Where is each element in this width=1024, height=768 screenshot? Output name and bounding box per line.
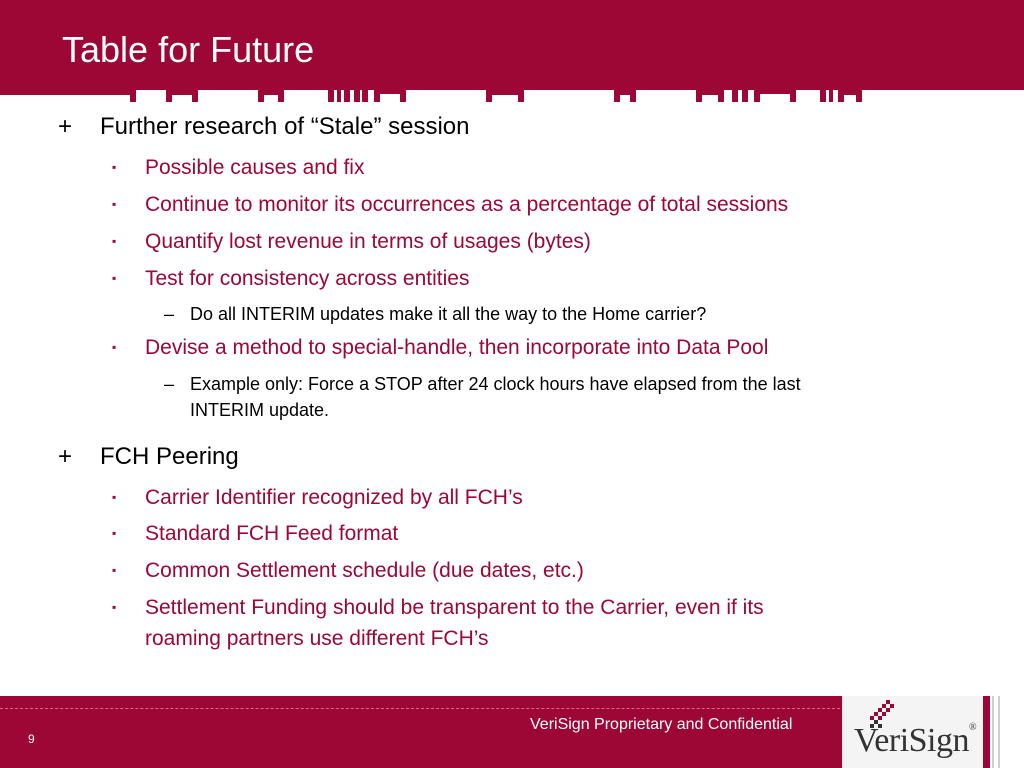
bullet-heading: FCH Peering [100,443,239,470]
list-item-text: Test for consistency across entities [145,267,470,290]
square-bullet-icon: ▪ [112,526,117,540]
list-item-text: Devise a method to special-handle, then incorporate into Data Pool [145,336,769,359]
bullet-heading: Further research of “Stale” session [100,113,470,140]
list-item-text: Continue to monitor its occurrences as a percentage of total sessions [145,193,789,216]
square-bullet-icon: ▪ [112,563,117,577]
plus-bullet-icon: + [58,443,73,470]
registered-mark: ® [969,722,977,733]
logo-edge-stripes [990,696,1024,768]
footer-divider [0,708,840,709]
page-number: 9 [28,732,35,746]
edge-stripe [992,696,994,768]
sub-list-item-text: Example only: Force a STOP after 24 clock hours have elapsed from the last [190,374,801,394]
logo-wordmark: VeriSign [854,722,969,759]
verisign-logo [854,722,976,760]
square-bullet-icon: ▪ [112,160,117,174]
list-item-text: Quantify lost revenue in terms of usages (bytes) [145,230,591,253]
square-bullet-icon: ▪ [112,340,117,354]
square-bullet-icon: ▪ [112,271,117,285]
slide-header [0,0,1024,90]
list-item-text: roaming partners use different FCH’s [145,627,489,650]
list-item-text: Standard FCH Feed format [145,522,399,545]
header-pattern-band [0,90,1024,102]
square-bullet-icon: ▪ [112,490,117,504]
list-item-text: Carrier Identifier recognized by all FCH’s [145,486,523,509]
list-item-text: Possible causes and fix [145,156,365,179]
edge-stripe [998,696,1000,768]
sub-list-item-text: INTERIM update. [190,400,330,420]
slide-title: Table for Future [62,29,315,70]
square-bullet-icon: ▪ [112,600,117,614]
square-bullet-icon: ▪ [112,234,117,248]
sub-list-item-text: Do all INTERIM updates make it all the way to the Home carrier? [190,304,707,324]
list-item-text: Common Settlement schedule (due dates, etc.) [145,559,584,582]
footer-confidential-text: VeriSign Proprietary and Confidential [530,716,793,733]
dash-bullet-icon: – [164,374,175,394]
list-item-text: Settlement Funding should be transparent to the Carrier, even if its [145,596,764,619]
square-bullet-icon: ▪ [112,197,117,211]
header-pattern-graphic [0,90,1024,102]
dash-bullet-icon: – [164,304,175,324]
plus-bullet-icon: + [58,113,73,140]
